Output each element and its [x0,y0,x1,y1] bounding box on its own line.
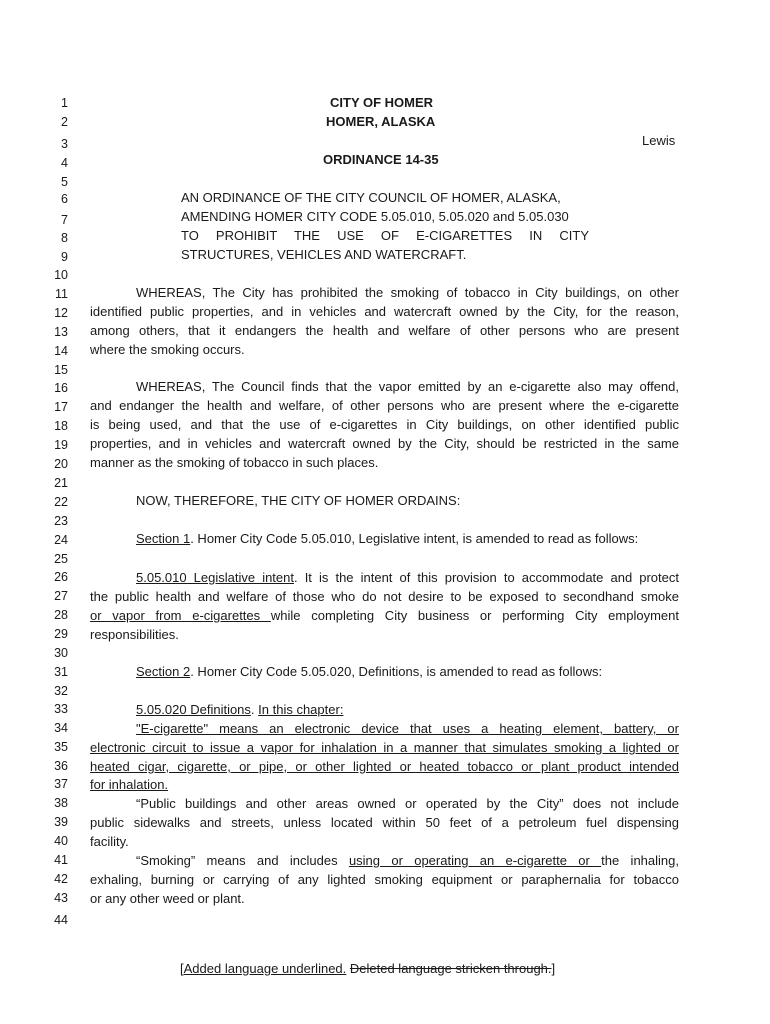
footer-legend [180,961,555,976]
whereas-line: among others, that it endangers the health and welfare of other persons who are present [90,323,679,338]
line-number: 31 [54,665,68,679]
line-number: 24 [54,533,68,547]
added-language: In this chapter: [258,702,344,717]
line-number: 4 [61,156,68,170]
added-definition-line: heated cigar, cigarette, or pipe, or other lighted or heated tobacco or plant product intended [90,759,679,774]
added-definition-line: electronic circuit to issue a vapor for inhalation in a manner that simulates smoking a lighted or [90,740,679,755]
whereas-line: and endanger the health and welfare, of other persons who are present where the e-cigarette [90,398,679,413]
definition-line [136,853,679,868]
line-number: 36 [54,759,68,773]
line-number: 17 [54,400,68,414]
code-text: . [250,702,259,717]
section-1-label: Section 1 [136,531,191,546]
ordains-clause: NOW, THEREFORE, THE CITY OF HOMER ORDAINS: [136,493,461,508]
line-number: 37 [54,777,68,791]
title-line: TO PROHIBIT THE USE OF E-CIGARETTES IN CITY [181,228,589,243]
line-number: 8 [61,231,68,245]
bracket: ] [551,961,556,976]
line-number: 32 [54,684,68,698]
line-number: 27 [54,589,68,603]
line-number: 26 [54,570,68,584]
line-number: 42 [54,872,68,886]
line-number: 16 [54,381,68,395]
line-number: 23 [54,514,68,528]
ordinance-number: ORDINANCE 14-35 [323,152,439,167]
whereas-line: WHEREAS, The Council finds that the vapor emitted by an e-cigarette also may offend, [136,379,679,394]
section-2-label: Section 2 [136,664,191,679]
code-text: . It is the intent of this provision to accommodate and protect [294,570,679,585]
line-number: 34 [54,721,68,735]
title-line: STRUCTURES, VEHICLES AND WATERCRAFT. [181,247,467,262]
line-number: 28 [54,608,68,622]
line-number: 19 [54,438,68,452]
line-number: 7 [61,213,68,227]
code-text-line: the public health and welfare of those who do not desire to be exposed to secondhand smoke [90,589,679,604]
whereas-line: identified public properties, and in vehicles and watercraft owned by the City, for the reason, [90,304,679,319]
code-text-line: responsibilities. [90,627,179,642]
bracket: [ [180,961,184,976]
definition-line: public sidewalks and streets, unless located within 50 feet of a petroleum fuel dispensing [90,815,679,830]
whereas-line: where the smoking occurs. [90,342,245,357]
location-title: HOMER, ALASKA [326,114,436,129]
section-2-code-line [136,702,343,717]
line-number: 33 [54,702,68,716]
line-number: 40 [54,834,68,848]
line-number: 25 [54,552,68,566]
line-number: 15 [54,363,68,377]
added-language: or vapor from e-cigarettes [90,608,271,623]
line-number: 44 [54,913,68,927]
line-number: 12 [54,306,68,320]
section-2-text: . Homer City Code 5.05.020, Definitions, is amended to read as follows: [190,664,603,679]
code-text-line [90,608,679,623]
definition-line: or any other weed or plant. [90,891,245,906]
line-number: 11 [55,287,68,301]
line-number: 35 [54,740,68,754]
line-number: 29 [54,627,68,641]
added-language: using or operating an e-cigarette or [348,853,602,868]
title-line: AN ORDINANCE OF THE CITY COUNCIL OF HOMER, ALASKA, [181,190,561,205]
section-2-heading [136,664,602,679]
code-heading-5-05-010: 5.05.010 Legislative intent [136,570,294,585]
deleted-legend: Deleted language stricken through. [349,961,552,976]
line-number: 21 [54,476,68,490]
section-1-code-line [136,570,679,585]
section-1-text: . Homer City Code 5.05.010, Legislative intent, is amended to read as follows: [190,531,639,546]
code-heading-5-05-020: 5.05.020 Definitions [136,702,251,717]
definition-line: “Public buildings and other areas owned or operated by the City” does not include [136,796,679,811]
code-text: the inhaling, [601,853,679,868]
whereas-line: is being used, and that the use of e-cigarettes in City buildings, on other identified public [90,417,679,432]
title-line: AMENDING HOMER CITY CODE 5.05.010, 5.05.020 and 5.05.030 [181,209,569,224]
whereas-line: manner as the smoking of tobacco in such places. [90,455,379,470]
line-number: 1 [61,96,68,110]
added-definition-line: "E-cigarette" means an electronic device that uses a heating element, battery, or [136,721,679,736]
definition-line: facility. [90,834,129,849]
line-number: 6 [61,192,68,206]
added-definition-line: for inhalation. [90,777,169,792]
definition-line: exhaling, burning or carrying of any lighted smoking equipment or paraphernalia for tobacco [90,872,679,887]
line-number: 10 [54,268,68,282]
line-number: 18 [54,419,68,433]
added-legend: Added language underlined. [183,961,347,976]
line-number: 13 [54,325,68,339]
line-number: 5 [61,175,68,189]
line-number: 43 [54,891,68,905]
line-number: 30 [54,646,68,660]
line-number: 20 [54,457,68,471]
line-number: 14 [54,344,68,358]
line-number: 41 [54,853,68,867]
line-number: 9 [61,250,68,264]
city-title: CITY OF HOMER [330,95,434,110]
line-number: 39 [54,815,68,829]
section-1-heading [136,531,638,546]
code-text: “Smoking” means and includes [136,853,349,868]
whereas-line: WHEREAS, The City has prohibited the smoking of tobacco in City buildings, on other [136,285,679,300]
sponsor: Lewis [642,133,676,148]
line-number: 2 [61,115,68,129]
whereas-line: properties, and in vehicles and watercraft owned by the City, should be restricted in the same [90,436,679,451]
line-number: 22 [54,495,68,509]
line-number: 38 [54,796,68,810]
line-number: 3 [61,137,68,151]
code-text: while completing City business or performing City employment [270,608,679,623]
